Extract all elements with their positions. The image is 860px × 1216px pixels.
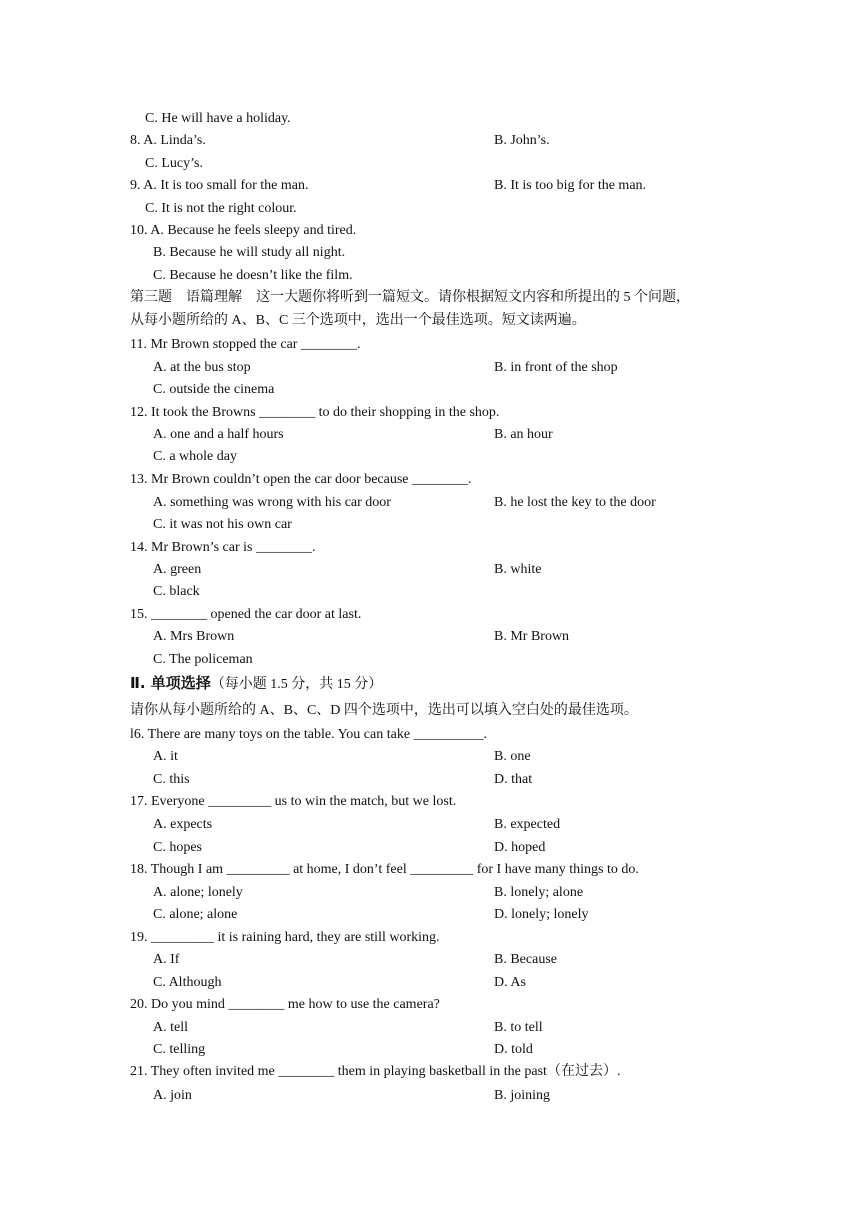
q20-option-b: B. to tell bbox=[494, 1020, 543, 1035]
q12-question: 12. It took the Browns ________ to do their shopping in the shop. bbox=[130, 405, 500, 420]
q14-option-b: B. white bbox=[494, 562, 542, 577]
q20-option-d: D. told bbox=[494, 1042, 533, 1057]
q17-option-c: C. hopes bbox=[153, 840, 202, 855]
q20-option-c: C. telling bbox=[153, 1042, 206, 1057]
part3-instructions-line1: 第三题 语篇理解 这一大题你将听到一篇短文。请你根据短文内容和所提出的 5 个问题， bbox=[130, 290, 690, 305]
q13-option-c: C. it was not his own car bbox=[153, 517, 292, 532]
q21-question: 21. They often invited me ________ them in playing basketball in the past（在过去）. bbox=[130, 1064, 621, 1079]
part3-instructions-line2: 从每小题所给的 A、B、C 三个选项中，选出一个最佳选项。短文读两遍。 bbox=[130, 313, 586, 328]
q13-option-a: A. something was wrong with his car door bbox=[153, 495, 391, 510]
q14-option-a: A. green bbox=[153, 562, 202, 577]
q16-option-b: B. one bbox=[494, 749, 531, 764]
q19-option-b: B. Because bbox=[494, 952, 557, 967]
q14-question: 14. Mr Brown’s car is ________. bbox=[130, 540, 316, 555]
q12-option-a: A. one and a half hours bbox=[153, 427, 284, 442]
q20-question: 20. Do you mind ________ me how to use the camera? bbox=[130, 997, 440, 1012]
q19-option-c: C. Although bbox=[153, 975, 222, 990]
q15-option-c: C. The policeman bbox=[153, 652, 253, 667]
q17-option-a: A. expects bbox=[153, 817, 213, 832]
q9-option-a: 9. A. It is too small for the man. bbox=[130, 178, 309, 193]
q9-option-b: B. It is too big for the man. bbox=[494, 178, 647, 193]
q12-option-b: B. an hour bbox=[494, 427, 553, 442]
q8-option-c: C. Lucy’s. bbox=[145, 156, 203, 171]
section2-title: Ⅱ. 单项选择 bbox=[130, 674, 211, 692]
q17-option-b: B. expected bbox=[494, 817, 561, 832]
q13-option-b: B. he lost the key to the door bbox=[494, 495, 656, 510]
q8-option-a: 8. A. Linda’s. bbox=[130, 133, 206, 148]
q16-option-c: C. this bbox=[153, 772, 190, 787]
q16-option-d: D. that bbox=[494, 772, 533, 787]
section2-instructions: 请你从每小题所给的 A、B、C、D 四个选项中，选出可以填入空白处的最佳选项。 bbox=[130, 703, 638, 718]
q19-question: 19. _________ it is raining hard, they are still working. bbox=[130, 930, 440, 945]
q17-question: 17. Everyone _________ us to win the match, but we lost. bbox=[130, 794, 457, 809]
q16-option-a: A. it bbox=[153, 749, 178, 764]
q17-option-d: D. hoped bbox=[494, 840, 546, 855]
q18-option-a: A. alone; lonely bbox=[153, 885, 243, 900]
section2-scoring-note: （每小题 1.5 分，共 15 分） bbox=[210, 677, 383, 692]
q7-option-c: C. He will have a holiday. bbox=[145, 111, 291, 126]
q10-option-a: 10. A. Because he feels sleepy and tired. bbox=[130, 223, 357, 238]
section2-heading bbox=[130, 674, 382, 694]
q18-option-d: D. lonely; lonely bbox=[494, 907, 589, 922]
q20-option-a: A. tell bbox=[153, 1020, 188, 1035]
q15-option-a: A. Mrs Brown bbox=[153, 629, 235, 644]
q11-question: 11. Mr Brown stopped the car ________. bbox=[130, 337, 361, 352]
q14-option-c: C. black bbox=[153, 584, 200, 599]
q16-question: l6. There are many toys on the table. You can take __________. bbox=[130, 727, 488, 742]
q19-option-a: A. If bbox=[153, 952, 180, 967]
q19-option-d: D. As bbox=[494, 975, 526, 990]
q11-option-b: B. in front of the shop bbox=[494, 360, 618, 375]
q10-option-b: B. Because he will study all night. bbox=[153, 245, 346, 260]
q10-option-c: C. Because he doesn’t like the film. bbox=[153, 268, 353, 283]
q8-option-b: B. John’s. bbox=[494, 133, 550, 148]
q18-option-c: C. alone; alone bbox=[153, 907, 238, 922]
q9-option-c: C. It is not the right colour. bbox=[145, 201, 297, 216]
q21-option-a: A. join bbox=[153, 1088, 192, 1103]
q12-option-c: C. a whole day bbox=[153, 449, 237, 464]
q11-option-c: C. outside the cinema bbox=[153, 382, 275, 397]
q21-option-b: B. joining bbox=[494, 1088, 551, 1103]
q18-question: 18. Though I am _________ at home, I don’t feel _________ for I have many things to do. bbox=[130, 862, 639, 877]
q18-option-b: B. lonely; alone bbox=[494, 885, 584, 900]
q11-option-a: A. at the bus stop bbox=[153, 360, 251, 375]
q15-option-b: B. Mr Brown bbox=[494, 629, 570, 644]
q15-question: 15. ________ opened the car door at last. bbox=[130, 607, 362, 622]
q13-question: 13. Mr Brown couldn’t open the car door because ________. bbox=[130, 472, 472, 487]
